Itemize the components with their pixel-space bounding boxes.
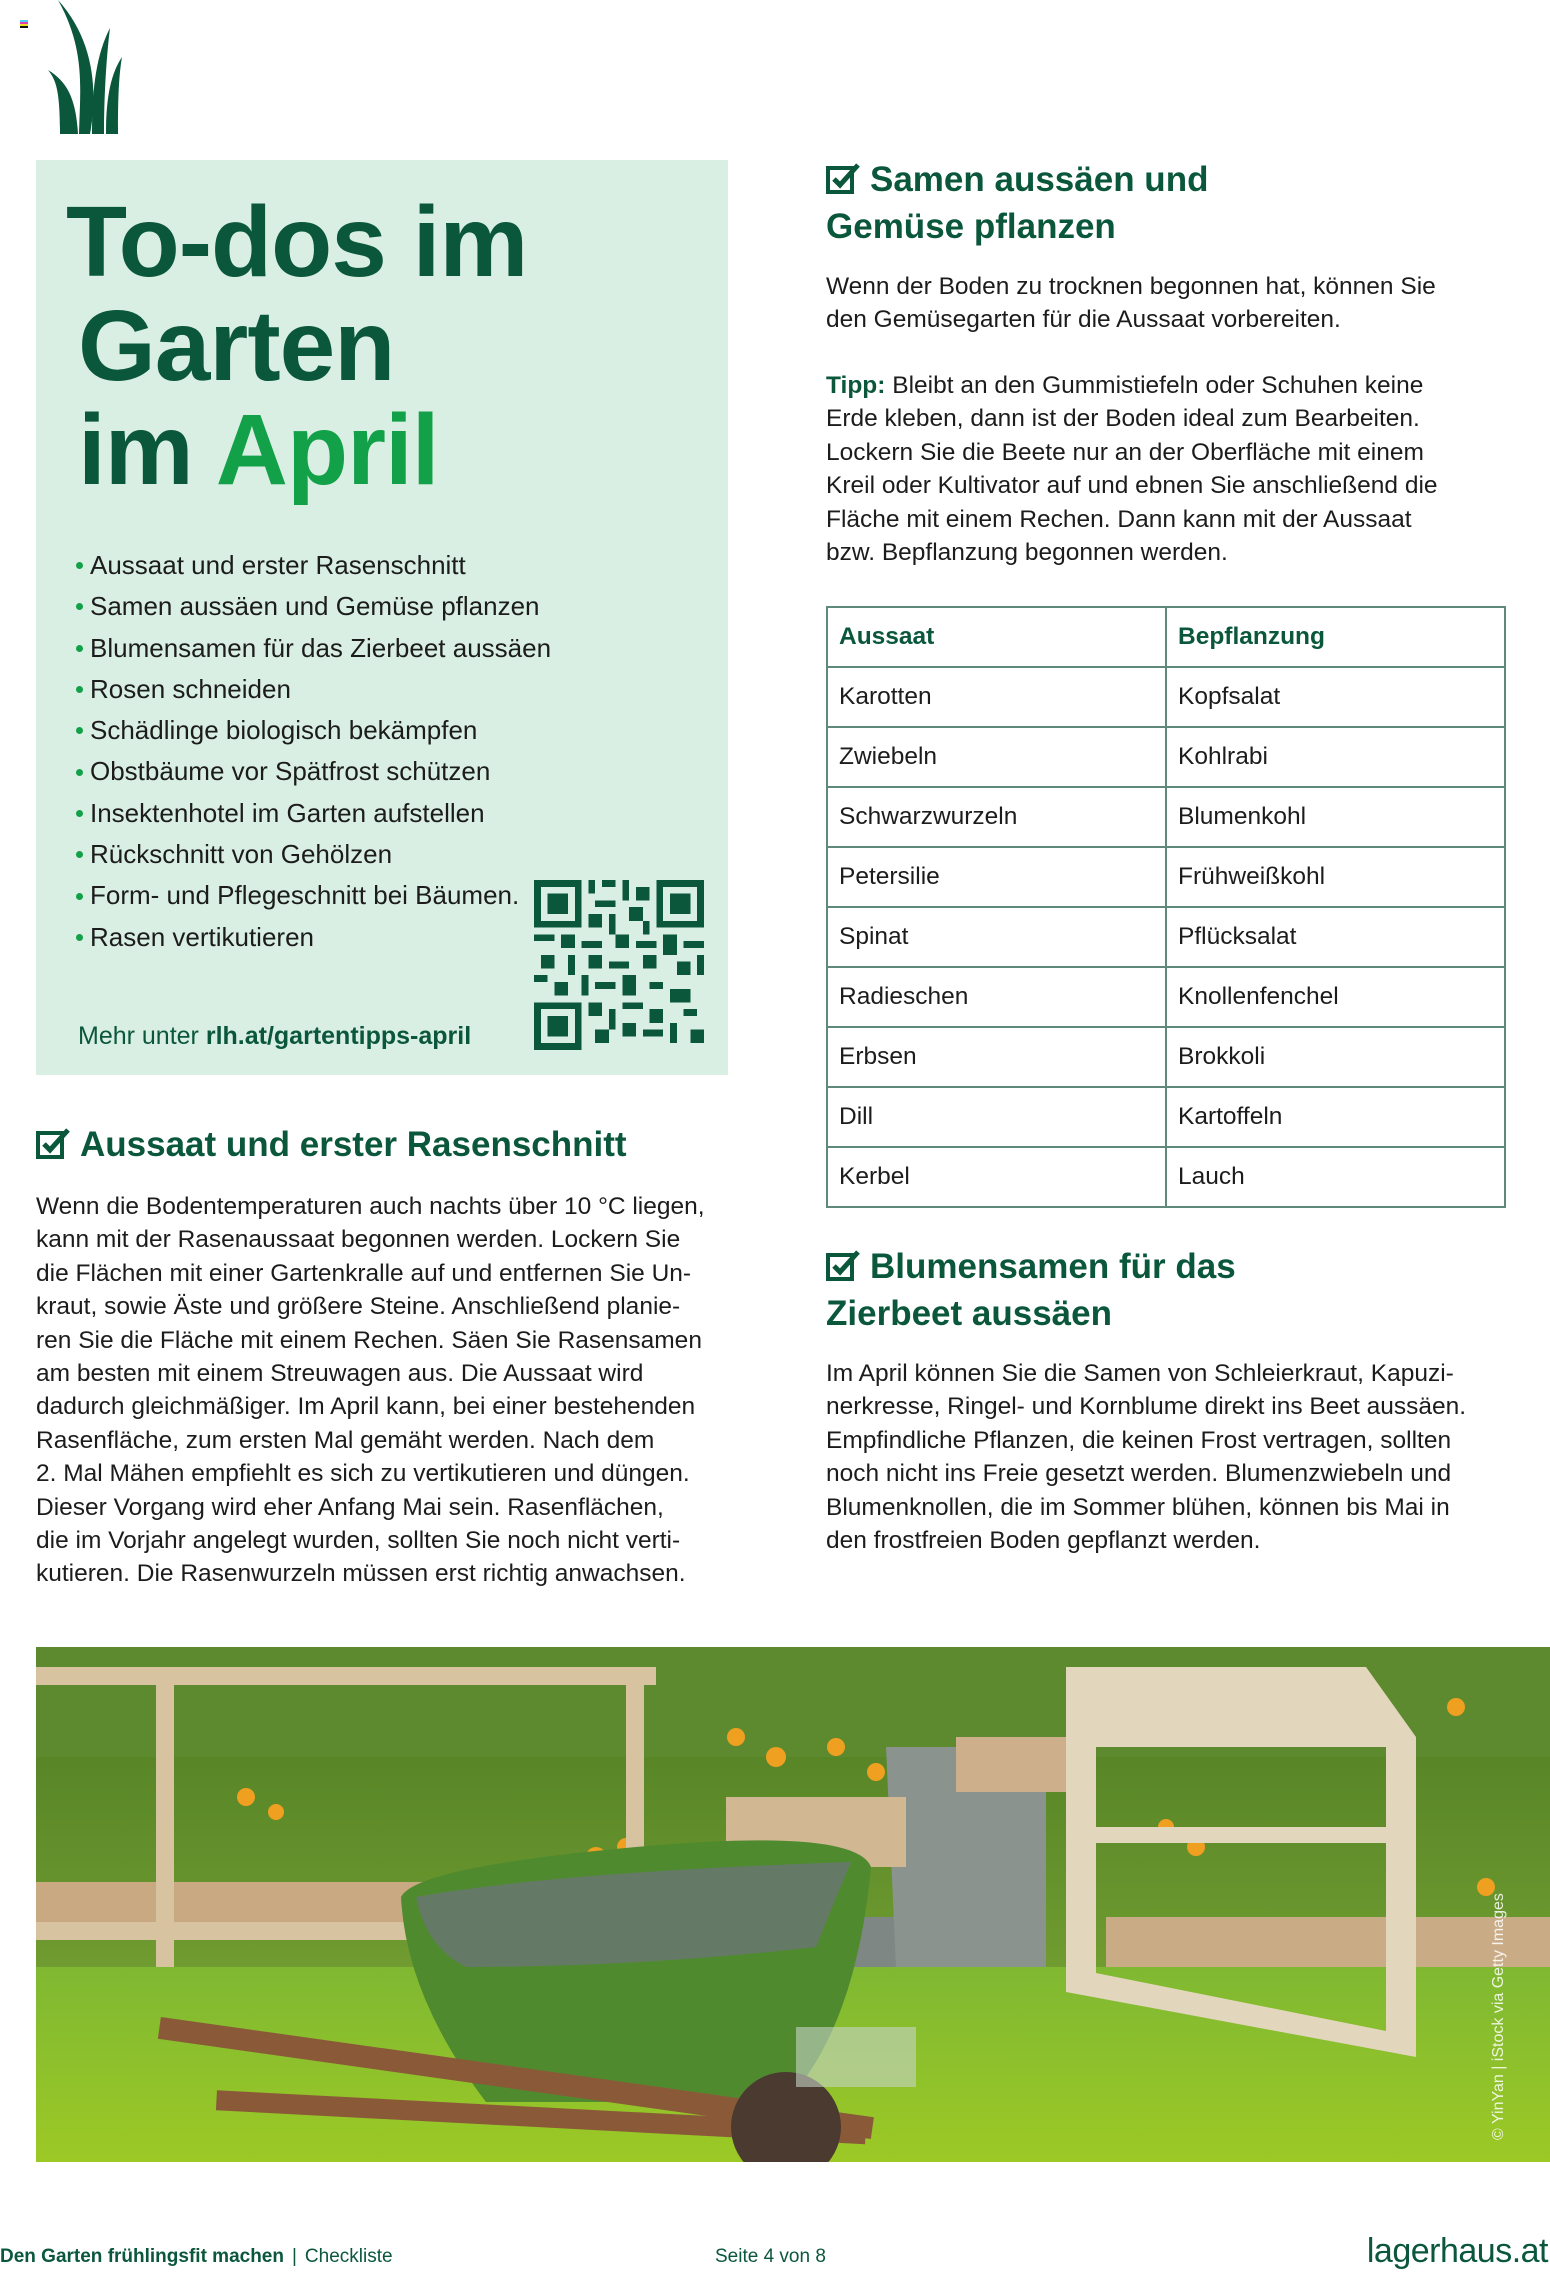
more-info-line: Mehr unter rlh.at/gartentipps-april (78, 1022, 472, 1050)
grass-blades-icon (46, 0, 126, 136)
vegetable-table (826, 606, 1506, 1208)
page-title: To-dos im Garten im April (66, 186, 528, 506)
intro-box (36, 160, 728, 1075)
tip-label: Tipp: (826, 372, 886, 399)
vegetables-tip-text: Tipp: Bleibt an den Gummistiefeln oder Schuhen keine Erde kleben, dann ist der Boden ideal zum Bearbeiten. Lockern Sie die Beete nur an der Oberfläche mit einem Kreil oder Kultivator auf und ebnen Sie anschließend die Fläche mit einem Rechen. Dann kann mit der Aussaat bzw. Bepflanzung begonnen werden. (826, 372, 1438, 567)
print-color-swatch (20, 20, 28, 28)
lawn-body-text: Wenn die Bodentemperaturen auch nachts über 10 °C liegen, kann mit der Rasenaussaat begonnen werden. Lockern Sie die Flächen mit einer Gartenkralle auf und entfernen Sie Un- kraut, sowie Äste und größere Steine. Anschließend planie- ren Sie die Fläche mit einem Rechen. Säen Sie Rasensamen am besten mit einem Streuwagen aus. Die Aussaat wird dadurch gleichmäßiger. Im April kann, bei einer bestehenden Rasenfläche, zum ersten Mal gemäht werden. Nach dem 2. Mal Mähen empfiehlt es sich zu vertikutieren und düngen. Dieser Vorgang wird eher Anfang Mai sein. Rasenflächen, die im Vorjahr angelegt wurden, sollten Sie noch nicht verti- kutieren. Die Rasenwurzeln müssen erst richtig anwachsen. (36, 1193, 705, 1588)
bullet-icon (76, 603, 83, 610)
todo-item: Blumensamen für das Zierbeet aussäen (76, 628, 551, 669)
section-heading-flowers: Blumensamen für das Zierbeet aussäen (826, 1247, 1236, 1333)
table-row: Karotten Kopfsalat (827, 667, 1505, 727)
todo-list (76, 545, 551, 958)
todo-item: Insektenhotel im Garten aufstellen (76, 793, 551, 834)
table-row: Radieschen Knollenfenchel (827, 967, 1505, 1027)
table-row: Erbsen Brokkoli (827, 1027, 1505, 1087)
todo-item: Obstbäume vor Spätfrost schützen (76, 751, 551, 792)
more-info-link[interactable]: rlh.at/gartentipps-april (205, 1022, 472, 1050)
table-row: Petersilie Frühweißkohl (827, 847, 1505, 907)
todo-item: Form- und Pflegeschnitt bei Bäumen. (76, 875, 551, 916)
page-footer (0, 2232, 1550, 2275)
todo-item: Rückschnitt von Gehölzen (76, 834, 551, 875)
page-number: Seite 4 von 8 (715, 2246, 826, 2267)
bullet-icon (76, 934, 83, 941)
table-row: Zwiebeln Kohlrabi (827, 727, 1505, 787)
bullet-icon (76, 686, 83, 693)
table-header-row (827, 607, 1505, 667)
table-row: Dill Kartoffeln (827, 1087, 1505, 1147)
bullet-icon (76, 769, 83, 776)
column-header-bepflanzung: Bepflanzung (1166, 607, 1505, 667)
vegetables-intro-text: Wenn der Boden zu trocknen begonnen hat, können Sie den Gemüsegarten für die Aussaat vorbereiten. (826, 273, 1436, 334)
bullet-icon (76, 851, 83, 858)
bullet-icon (76, 562, 83, 569)
table-row: Schwarzwurzeln Blumenkohl (827, 787, 1505, 847)
garden-photo (36, 1647, 1550, 2162)
checkbox-checked-icon (826, 162, 862, 194)
todo-item: Schädlinge biologisch bekämpfen (76, 710, 551, 751)
table-row: Spinat Pflücksalat (827, 907, 1505, 967)
bullet-icon (76, 810, 83, 817)
bullet-icon (76, 893, 83, 900)
footer-document-title: Den Garten frühlingsfit machen | Checkliste (0, 2246, 393, 2267)
flowers-body-text: Im April können Sie die Samen von Schleierkraut, Kapuzi- nerkresse, Ringel- und Kornblume direkt ins Beet aussäen. Empfindliche Pflanzen, die keinen Frost vertragen, sollten noch nicht ins Freie gesetzt werden. Blumenzwiebeln und Blumenknollen, die im Sommer blühen, können bis Mai in den frostfreien Boden gepflanzt werden. (826, 1360, 1467, 1555)
table-row: Kerbel Lauch (827, 1147, 1505, 1207)
checkbox-checked-icon (36, 1127, 72, 1159)
bullet-icon (76, 645, 83, 652)
todo-item: Aussaat und erster Rasenschnitt (76, 545, 551, 586)
column-header-aussaat: Aussaat (827, 607, 1166, 667)
todo-item: Rasen vertikutieren (76, 917, 551, 958)
todo-item: Rosen schneiden (76, 669, 551, 710)
qr-code-icon[interactable] (534, 880, 704, 1050)
todo-item: Samen aussäen und Gemüse pflanzen (76, 586, 551, 627)
brand-link[interactable]: lagerhaus.at (1366, 2232, 1548, 2270)
section-heading-lawn: Aussaat und erster Rasenschnitt (36, 1121, 627, 1168)
bullet-icon (76, 727, 83, 734)
photo-credit: © YinYan | iStock via Getty Images (1490, 1893, 1507, 2140)
title-accent-april: April (215, 394, 439, 506)
checkbox-checked-icon (826, 1249, 862, 1281)
section-heading-vegetables: Samen aussäen und Gemüse pflanzen (826, 160, 1209, 246)
